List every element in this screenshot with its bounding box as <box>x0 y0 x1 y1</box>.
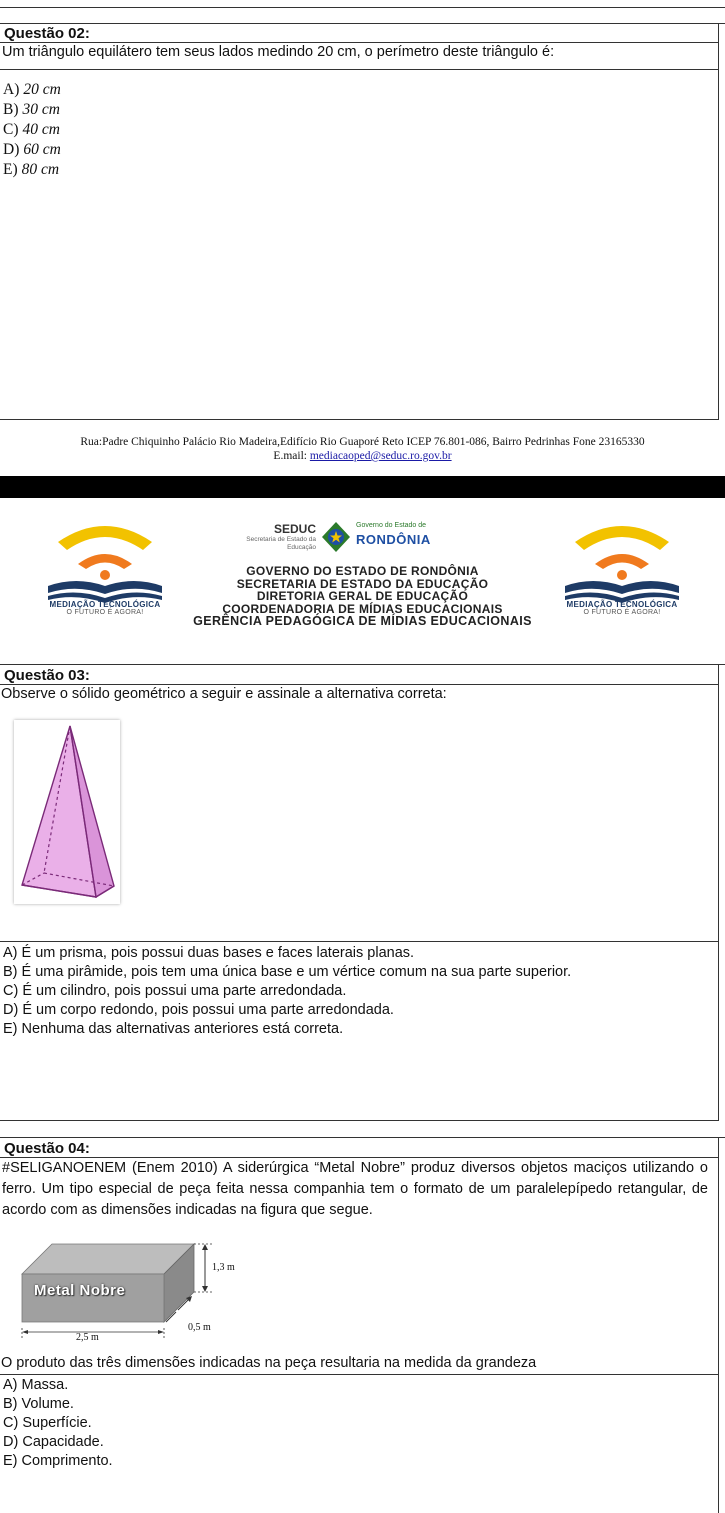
q2-statement: Um triângulo equilátero tem seus lados medindo 20 cm, o perímetro deste triângulo é: <box>2 44 555 60</box>
q4-option-c[interactable]: C) Superfície. <box>3 1415 92 1431</box>
mediacao-caption-left: MEDIAÇÃO TECNOLÓGICA <box>49 600 161 609</box>
q2-option-e[interactable]: E) 80 cm <box>3 161 60 178</box>
mediacao-caption-right: MEDIAÇÃO TECNOLÓGICA <box>566 600 678 609</box>
header-line-1: GOVERNO DO ESTADO DE RONDÔNIA <box>246 564 479 578</box>
footer-address: Rua:Padre Chiquinho Palácio Rio Madeira,Edifício Rio Guaporé Reto ICEP 76.801-086, Bairro Pedrinhas Fone 23165330 <box>80 436 645 448</box>
q4-top-border <box>0 1137 725 1138</box>
q2-title: Questão 02: <box>4 25 90 42</box>
q3-right-border <box>718 664 719 1121</box>
metal-box-label: Metal Nobre <box>34 1282 126 1299</box>
header-line-5: GERÊNCIA PEDAGÓGICA DE MÍDIAS EDUCACIONAIS <box>193 614 532 628</box>
q3-statement: Observe o sólido geométrico a seguir e assinale a alternativa correta: <box>1 686 447 702</box>
dimension-depth-label: 0,5 m <box>188 1322 211 1333</box>
q3-option-a[interactable]: A) É um prisma, pois possui duas bases e faces laterais planas. <box>3 945 415 961</box>
q3-option-e[interactable]: E) Nenhuma das alternativas anteriores está correta. <box>3 1021 344 1037</box>
q4-option-a[interactable]: A) Massa. <box>3 1377 69 1393</box>
mediacao-tagline-left: O FUTURO É AGORA! <box>66 609 144 616</box>
header-line-3: DIRETORIA GERAL DE EDUCAÇÃO <box>256 589 469 603</box>
q4-statement: #SELIGANOENEM (Enem 2010) A siderúrgica “Metal Nobre” produz diversos objetos maciços utilizando o ferro. Um tipo especial de peça feita nessa companhia tem o formato de um paralelepípedo retangular, de acordo com as dimensões indicadas na figura que segue. <box>2 1160 708 1218</box>
q2-top-border <box>0 23 725 24</box>
header-line-2: SECRETARIA DE ESTADO DA EDUCAÇÃO <box>236 576 489 591</box>
seduc-subtitle-2: Educação <box>287 544 316 551</box>
seduc-subtitle-1: Secretaria de Estado da <box>246 536 316 543</box>
footer-email-link[interactable]: mediacaoped@seduc.ro.gov.br <box>309 450 452 462</box>
institution-header <box>150 565 575 628</box>
dimension-height-label: 1,3 m <box>212 1262 235 1273</box>
q4-title: Questão 04: <box>4 1140 90 1157</box>
q2-option-a[interactable]: A) 20 cm <box>3 81 61 98</box>
dimension-length-label: 2,5 m <box>76 1332 99 1343</box>
gov-small-text: Governo do Estado de <box>356 522 427 529</box>
seduc-wordmark: SEDUC <box>273 522 316 536</box>
rondonia-wordmark: RONDÔNIA <box>356 532 431 547</box>
metal-box-figure <box>18 1232 258 1352</box>
q3-option-b[interactable]: B) É uma pirâmide, pois tem uma única base e um vértice comum na sua parte superior. <box>3 964 572 980</box>
q4-option-e[interactable]: E) Comprimento. <box>3 1453 113 1469</box>
q2-option-c[interactable]: C) 40 cm <box>3 121 60 138</box>
q4-option-d[interactable]: D) Capacidade. <box>3 1434 104 1450</box>
q2-right-border <box>718 23 719 420</box>
q4-right-border <box>718 1137 719 1513</box>
q2-option-b[interactable]: B) 30 cm <box>3 101 60 118</box>
page-break-bar <box>0 476 725 498</box>
q3-option-c[interactable]: C) É um cilindro, pois possui uma parte arredondada. <box>3 983 347 999</box>
mediacao-logo-icon <box>557 512 687 604</box>
footer-email-line <box>0 450 725 462</box>
q3-bottom-border <box>0 1120 719 1121</box>
q3-title: Questão 03: <box>4 667 90 684</box>
top-rule <box>0 7 725 8</box>
pyramid-image <box>14 720 120 904</box>
q4-question-divider <box>0 1374 719 1375</box>
q2-statement-divider <box>0 69 719 70</box>
rondonia-emblem-icon <box>320 521 352 553</box>
mediacao-tagline-right: O FUTURO É AGORA! <box>583 609 661 616</box>
seduc-rondonia-logo <box>240 518 490 558</box>
header-line-4: COORDENADORIA DE MÍDIAS EDUCACIONAIS <box>222 601 503 616</box>
q3-option-d[interactable]: D) É um corpo redondo, pois possui uma parte arredondada. <box>3 1002 394 1018</box>
pyramid-figure <box>14 720 120 904</box>
q4-option-b[interactable]: B) Volume. <box>3 1396 74 1412</box>
q3-figure-divider <box>0 941 719 942</box>
q2-bottom-border <box>0 419 719 420</box>
footer-email-label: E.mail: <box>273 450 307 462</box>
q2-option-d[interactable]: D) 60 cm <box>3 141 61 158</box>
q3-top-border <box>0 664 725 665</box>
q4-question: O produto das três dimensões indicadas na peça resultaria na medida da grandeza <box>1 1355 537 1371</box>
mediacao-logo-right <box>557 512 687 632</box>
